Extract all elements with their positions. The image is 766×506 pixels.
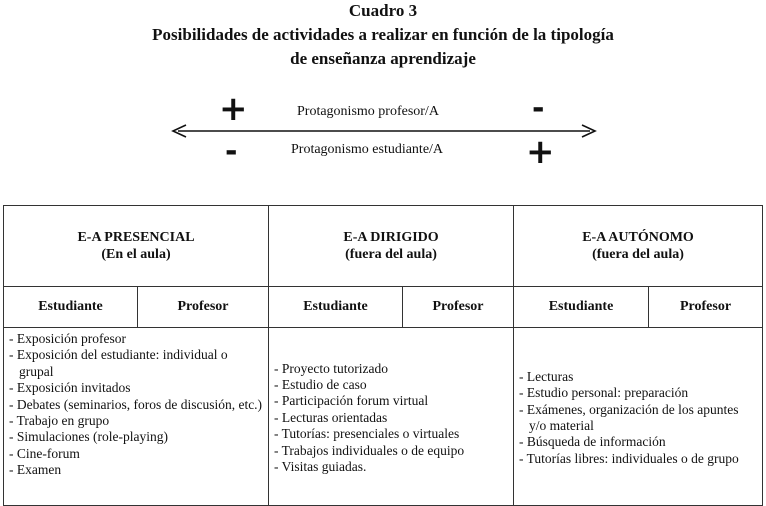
activities-table	[3, 205, 763, 506]
header-autonomo	[514, 206, 763, 287]
activities-presencial	[4, 328, 269, 506]
title-line-2: de enseñanza aprendizaje	[290, 49, 476, 68]
table-caption: Cuadro 3	[348, 1, 418, 20]
column-title: E-A AUTÓNOMO	[582, 230, 694, 245]
list-item: - Tutorías: presenciales o virtuales	[274, 426, 509, 442]
activities-dirigido	[269, 328, 514, 506]
list-item: - Trabajo en grupo	[9, 413, 264, 429]
list-item: - Lecturas orientadas	[274, 410, 509, 426]
header-presencial	[4, 206, 269, 287]
activity-list	[9, 331, 264, 479]
student-cell: Estudiante	[514, 287, 649, 328]
student-cell: Estudiante	[4, 287, 138, 328]
activities-autonomo	[514, 328, 763, 506]
header-row	[4, 206, 763, 287]
list-item: - Cine-forum	[9, 446, 264, 462]
minus-sign-teacher: -	[532, 91, 545, 126]
column-subtitle: (fuera del aula)	[345, 247, 437, 262]
title-line-1: Posibilidades de actividades a realizar en función de la tipología	[152, 25, 614, 44]
activity-list	[274, 361, 509, 476]
minus-sign-student: -	[225, 134, 238, 169]
teacher-cell: Profesor	[403, 287, 514, 328]
list-item: - Tutorías libres: individuales o de grupo	[519, 451, 758, 467]
column-title: E-A PRESENCIAL	[77, 230, 195, 245]
header-dirigido	[269, 206, 514, 287]
teacher-protagonism-label: Protagonismo profesor/A	[297, 104, 439, 119]
list-item: - Exposición invitados	[9, 380, 264, 396]
teacher-cell: Profesor	[649, 287, 763, 328]
plus-sign-student: +	[526, 132, 555, 172]
column-title: E-A DIRIGIDO	[343, 230, 439, 245]
list-item: - Búsqueda de información	[519, 434, 758, 450]
column-subtitle: (En el aula)	[101, 247, 171, 262]
list-item: - Exposición profesor	[9, 331, 264, 347]
plus-sign-teacher: +	[219, 89, 248, 129]
double-arrow-axis	[0, 0, 766, 200]
list-item: - Exposición del estudiante: individual o grupal	[9, 347, 264, 380]
student-protagonism-label: Protagonismo estudiante/A	[291, 142, 444, 157]
list-item: - Estudio de caso	[274, 377, 509, 393]
list-item: - Debates (seminarios, foros de discusión, etc.)	[9, 397, 264, 413]
list-item: - Exámenes, organización de los apuntes y/o material	[519, 402, 758, 435]
activities-row	[4, 328, 763, 506]
list-item: - Proyecto tutorizado	[274, 361, 509, 377]
teacher-cell: Profesor	[138, 287, 269, 328]
list-item: - Trabajos individuales o de equipo	[274, 443, 509, 459]
list-item: - Visitas guiadas.	[274, 459, 509, 475]
role-row	[4, 287, 763, 328]
activity-list	[519, 369, 758, 467]
list-item: - Estudio personal: preparación	[519, 385, 758, 401]
list-item: - Participación forum virtual	[274, 393, 509, 409]
student-cell: Estudiante	[269, 287, 403, 328]
list-item: - Examen	[9, 462, 264, 478]
column-subtitle: (fuera del aula)	[592, 247, 684, 262]
list-item: - Simulaciones (role-playing)	[9, 429, 264, 445]
list-item: - Lecturas	[519, 369, 758, 385]
